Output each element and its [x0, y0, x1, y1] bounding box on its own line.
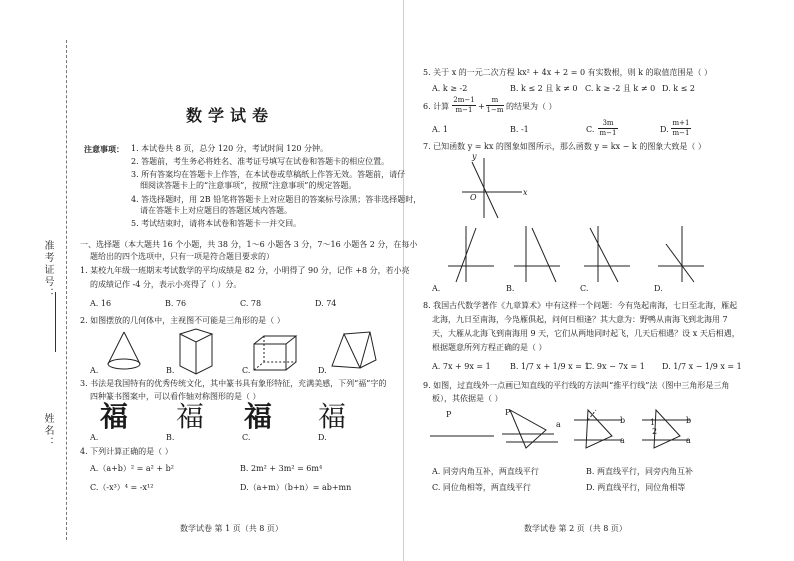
page-fold — [403, 0, 404, 561]
q7-axis-y-label: y — [472, 152, 477, 161]
note-line: 请在答题卡上对应题目的答题区域内答题。 — [140, 206, 292, 215]
triangular-prism-side-figure — [330, 330, 378, 374]
question-5: 5. 关于 x 的一元二次方程 kx² + 4x + 2 = 0 有实数根，则 k 的取值范围是（ ） — [423, 68, 713, 77]
q1-option-a: A. 16 — [90, 299, 112, 308]
q3-option-c: C. — [242, 433, 251, 442]
cone-figure — [104, 330, 144, 374]
question-4: 4. 下列计算正确的是（ ） — [80, 447, 173, 456]
q6-fraction-2-den: 1−m — [486, 106, 504, 114]
seal-script-fu-d: 福 — [318, 400, 347, 433]
q9-point-p: P — [446, 410, 452, 419]
q9-figure-1 — [428, 410, 498, 450]
q9-option-d: D. 两直线平行，同位角相等 — [586, 483, 686, 492]
seal-script-fu-a: 福 — [100, 400, 129, 433]
q9-line-label: b — [686, 416, 692, 425]
q2-option-c: C. — [242, 366, 251, 375]
q5-option-d: D. k ≤ 2 — [662, 84, 695, 93]
note-line: 细阅读答题卡上的“注意事项”，按照“注意事项”的规定答题。 — [140, 181, 357, 190]
q9-figure-2 — [500, 408, 570, 458]
seal-script-fu-b: 福 — [176, 400, 205, 433]
q6-option-d-fraction — [671, 119, 691, 138]
name-label: 姓名： — [42, 413, 53, 449]
q8-option-c: C. 9x − 7x = 1 — [586, 362, 645, 371]
q4-option-b: B. 2m² + 3m² = 6m⁴ — [240, 464, 323, 473]
q6-fraction-1-den: m−1 — [455, 106, 473, 114]
question-8: 8. 我国古代数学著作《九章算术》中有这样一个问题：今有凫起南海，七日至北海，雁起 — [423, 301, 738, 310]
exam-id-line — [55, 292, 56, 352]
q7-graph-d — [656, 224, 706, 284]
q6-fraction-1-num: 2m−1 — [453, 96, 475, 104]
q6-option-c: C. — [586, 125, 595, 134]
q6-option-d-num: m+1 — [672, 119, 690, 127]
q2-option-d: D. — [318, 366, 327, 375]
q6-fraction-2 — [486, 96, 504, 115]
q7-origin-label: O — [470, 193, 477, 202]
q7-given-graph — [458, 156, 528, 220]
triangular-prism-figure — [176, 328, 216, 376]
q9-option-c: C. 同位角相等，两直线平行 — [432, 483, 531, 492]
q6-option-c-num: 3m — [598, 119, 618, 129]
q9-line-label: a — [556, 420, 561, 429]
q7-graph-b — [512, 224, 562, 284]
question-6-prefix: 6. 计算 — [423, 102, 450, 111]
q1-option-c: C. 78 — [240, 299, 262, 308]
q8-option-b: B. 1/7 x + 1/9 x = 1 — [510, 362, 590, 371]
q9-line-label: a — [620, 436, 625, 445]
page-footer-right: 数学试卷 第 2 页（共 8 页） — [524, 524, 627, 533]
q9-option-b: B. 两直线平行，同旁内角互补 — [586, 467, 693, 476]
q8-option-a: A. 7x + 9x = 1 — [432, 362, 491, 371]
q9-angle-label: 1 — [650, 418, 656, 427]
seal-script-fu-c: 福 — [244, 400, 273, 433]
q9-point-p: P — [505, 408, 511, 417]
q2-option-a: A. — [90, 366, 99, 375]
section-heading: 题给出的四个选项中，只有一项是符合题目要求的） — [90, 252, 274, 261]
exam-id-label: 准考证号： — [42, 240, 53, 300]
q5-option-a: A. k ≥ -2 — [432, 84, 468, 93]
q9-figure-3 — [572, 406, 632, 456]
q7-graph-a — [446, 224, 496, 284]
q3-option-a: A. — [90, 433, 99, 442]
q9-line-label: a — [686, 436, 691, 445]
q7-option-c: C. — [580, 284, 589, 293]
q6-option-c-fraction — [598, 119, 618, 138]
question-7: 7. 已知函数 y = kx 的图象如图所示，那么函数 y = kx − k 的图象大致是（ ） — [423, 142, 706, 151]
q4-option-d: D.（a+m）（b+n）= ab+mn — [240, 483, 352, 492]
q8-option-d: D. 1/7 x − 1/9 x = 1 — [662, 362, 742, 371]
cuboid-figure — [252, 334, 300, 374]
question-3: 四种篆书图案中，可以看作轴对称图形的是（ ） — [90, 392, 261, 401]
page-title: 数学试卷 — [186, 106, 275, 125]
q6-option-c-den: m−1 — [599, 129, 617, 137]
question-3: 3. 书法是我国特有的优秀传统文化，其中篆书具有象形特征，充满美感，下列“福”字的 — [80, 379, 387, 388]
q1-option-d: D. 74 — [315, 299, 337, 308]
q9-option-a: A. 同旁内角互补，两直线平行 — [432, 467, 539, 476]
page-footer-left: 数学试卷 第 1 页（共 8 页） — [180, 524, 283, 533]
q7-axis-x-label: x — [523, 188, 528, 197]
q9-figure-4 — [640, 406, 700, 456]
question-8: 北海，九日至南海，今凫雁俱起，问何日相逢？其大意为：野鸭从南海飞到北海用 7 — [432, 315, 728, 324]
q4-option-a: A.（a+b）² = a² + b² — [90, 464, 175, 473]
note-line: 4. 答选择题时，用 2B 铅笔将答题卡上对应题目的答案标号涂黑；答非选择题时， — [131, 195, 422, 204]
q6-option-b: B. -1 — [510, 125, 529, 134]
question-9: 9. 如图，过直线外一点画已知直线的平行线的方法叫“推平行线”法（图中三角形是三角 — [423, 381, 730, 390]
q7-option-d: D. — [654, 284, 663, 293]
q7-graph-c — [582, 224, 632, 284]
section-heading: 一、选择题（本大题共 16 个小题，共 38 分，1～6 小题各 3 分，7～16 小题各 2 分，在每小 — [80, 240, 418, 249]
q5-option-b: B. k ≤ 2 且 k ≠ 0 — [510, 84, 578, 93]
q3-option-d: D. — [318, 433, 327, 442]
q5-option-c: C. k ≥ -2 且 k ≠ 0 — [585, 84, 656, 93]
q9-angle-label: 2 — [652, 427, 658, 436]
question-8: 根据题意所列方程正确的是（ ） — [432, 343, 547, 352]
question-8: 天，大雁从北海飞到南海用 9 天，它们从两地同时起飞，几天后相遇？设 x 天后相遇， — [432, 329, 740, 338]
note-line: 3. 所有答案均在答题卡上作答，在本试卷或草稿纸上作答无效。答题前，请仔 — [131, 170, 406, 179]
q9-line-label: b — [620, 416, 626, 425]
q4-option-c: C.（-x³）⁴ = -x¹² — [90, 483, 154, 492]
q6-option-d: D. — [660, 125, 669, 134]
question-1: 1. 某校九年级一班期末考试数学的平均成绩是 82 分，小明得了 90 分，记作 +8 分，若小亮 — [80, 266, 410, 275]
q6-fraction-1 — [452, 96, 476, 115]
notes-heading: 注意事项： — [84, 144, 124, 154]
question-2: 2. 如图摆放的几何体中，主视图不可能是三角形的是（ ） — [80, 316, 285, 325]
question-9: 板），其依据是（ ） — [432, 394, 503, 403]
q1-option-b: B. 76 — [165, 299, 187, 308]
q7-option-a: A. — [432, 284, 441, 293]
q6-fraction-2-num: m — [486, 96, 504, 106]
note-line: 2. 答题前，考生务必将姓名、准考证号填写在试卷和答题卡的相应位置。 — [131, 157, 390, 166]
q7-option-b: B. — [506, 284, 515, 293]
q6-option-d-den: m−1 — [672, 129, 690, 137]
note-line: 1. 本试卷共 8 页，总分 120 分，考试时间 120 分钟。 — [131, 144, 329, 153]
q3-option-b: B. — [166, 433, 175, 442]
q6-option-a: A. 1 — [432, 125, 448, 134]
q6-plus: + — [478, 102, 485, 111]
note-line: 5. 考试结束时，请将本试卷和答题卡一并交回。 — [131, 219, 302, 228]
question-6-suffix: 的结果为（ ） — [506, 102, 557, 111]
question-1: 的成绩记作 -4 分，表示小亮得了（ ）分。 — [90, 280, 242, 289]
binding-line — [66, 40, 67, 540]
q2-option-b: B. — [166, 366, 175, 375]
